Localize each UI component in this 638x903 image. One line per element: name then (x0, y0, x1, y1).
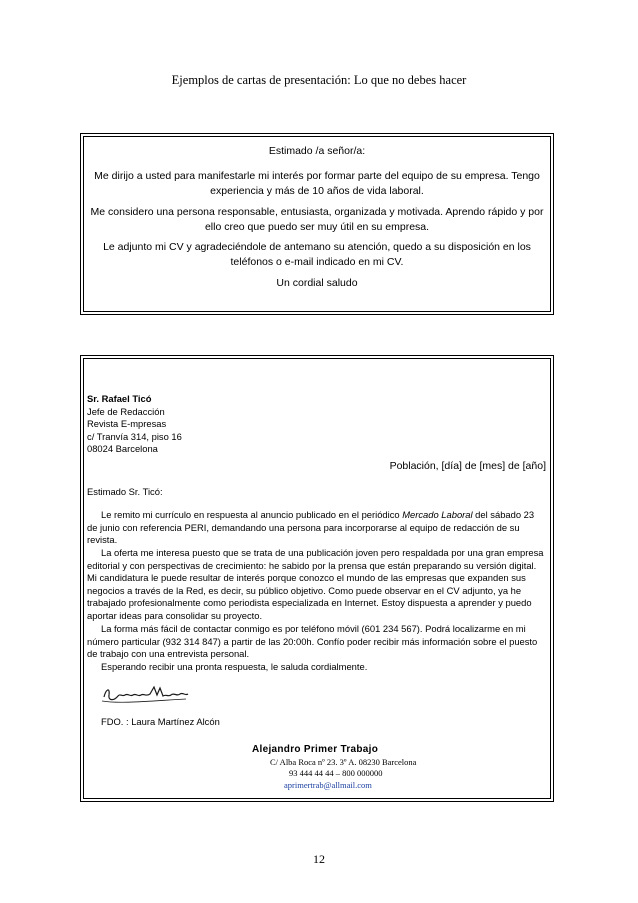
recipient-name: Sr. Rafael Ticó (87, 393, 152, 404)
recipient-block (87, 393, 546, 456)
recipient-city: 08024 Barcelona (87, 443, 158, 454)
signature-image (100, 679, 190, 713)
recipient-company: Revista E-mpresas (87, 418, 167, 429)
paragraph-1-text-start: Le remito mi currículo en respuesta al anuncio publicado en el periódico (101, 509, 403, 520)
page-number: 12 (313, 852, 325, 866)
letter-box-bad-example (80, 133, 554, 315)
letter2-paragraph-2: La oferta me interesa puesto que se trata de una publicación joven pero respaldada por una gran empresa editorial y con perspectivas de crecimiento: he sabido por la prensa que están preparando su versión digital. Mi candidatura le puede resultar de interés porque conozco el mundo de las empresas que expanden sus negocios a través de la Red, es decir, su público objetivo. Como puede observar en el CV adjunto, ya he trabajado profesionalmente como periodista especializada en Internet. Estoy dispuesta a aprender y puedo aportar ideas para consolidar su proyecto. (87, 547, 544, 621)
place-date: Población, [día] de [mes] de [año] (389, 460, 546, 472)
letter2-closing: Esperando recibir una pronta respuesta, le saluda cordialmente. (101, 661, 368, 672)
letter1-paragraph-3: Le adjunto mi CV y agradeciéndole de antemano su atención, quedo a su disposición en los teléfonos o e-mail indicado en mi CV. (103, 241, 531, 268)
page-heading: Ejemplos de cartas de presentación: Lo que no debes hacer (171, 73, 467, 87)
sender-address: C/ Alba Roca nº 23. 3º A. 08230 Barcelona (270, 757, 417, 767)
sender-email[interactable]: aprimertrab@allmail.com (284, 780, 372, 790)
sender-phone: 93 444 44 44 – 800 000000 (289, 768, 383, 778)
sender-name: Alejandro Primer Trabajo (252, 744, 379, 755)
recipient-street: c/ Tranvía 314, piso 16 (87, 430, 182, 442)
letter2-paragraph-3: La forma más fácil de contactar conmigo es por teléfono móvil (601 234 567). Podrá localizarme en mi número particular (932 314 847) a partir de las 20:00h. Confío poder recibir más información sobre el puesto de trabajo con una entrevista personal. (87, 623, 538, 659)
letter-box-good-example (80, 355, 554, 802)
letter1-salutation: Estimado /a señor/a: (268, 145, 366, 157)
letter1-paragraph-1: Me dirijo a usted para manifestarle mi interés por formar parte del equipo de su empresa. Tengo experiencia y más de 10 años de vida laboral. (94, 170, 540, 197)
paragraph-1-text-end: del sábado 23 de junio con referencia PERI, demandando una persona para incorporarse al equipo de redacción de su revista. (87, 509, 535, 545)
letter1-closing: Un cordial saludo (276, 277, 358, 289)
newspaper-name: Mercado Laboral (402, 509, 473, 520)
letter2-salutation: Estimado Sr. Ticó: (87, 486, 163, 497)
letter1-paragraph-2: Me considero una persona responsable, entusiasta, organizada y motivada. Aprendo rápido y por ello creo que puedo ser muy útil en su empresa. (90, 206, 544, 233)
letter2-paragraph-1 (87, 509, 546, 547)
recipient-role: Jefe de Redacción (87, 405, 165, 417)
signed-by: FDO. : Laura Martínez Alcón (101, 716, 220, 727)
